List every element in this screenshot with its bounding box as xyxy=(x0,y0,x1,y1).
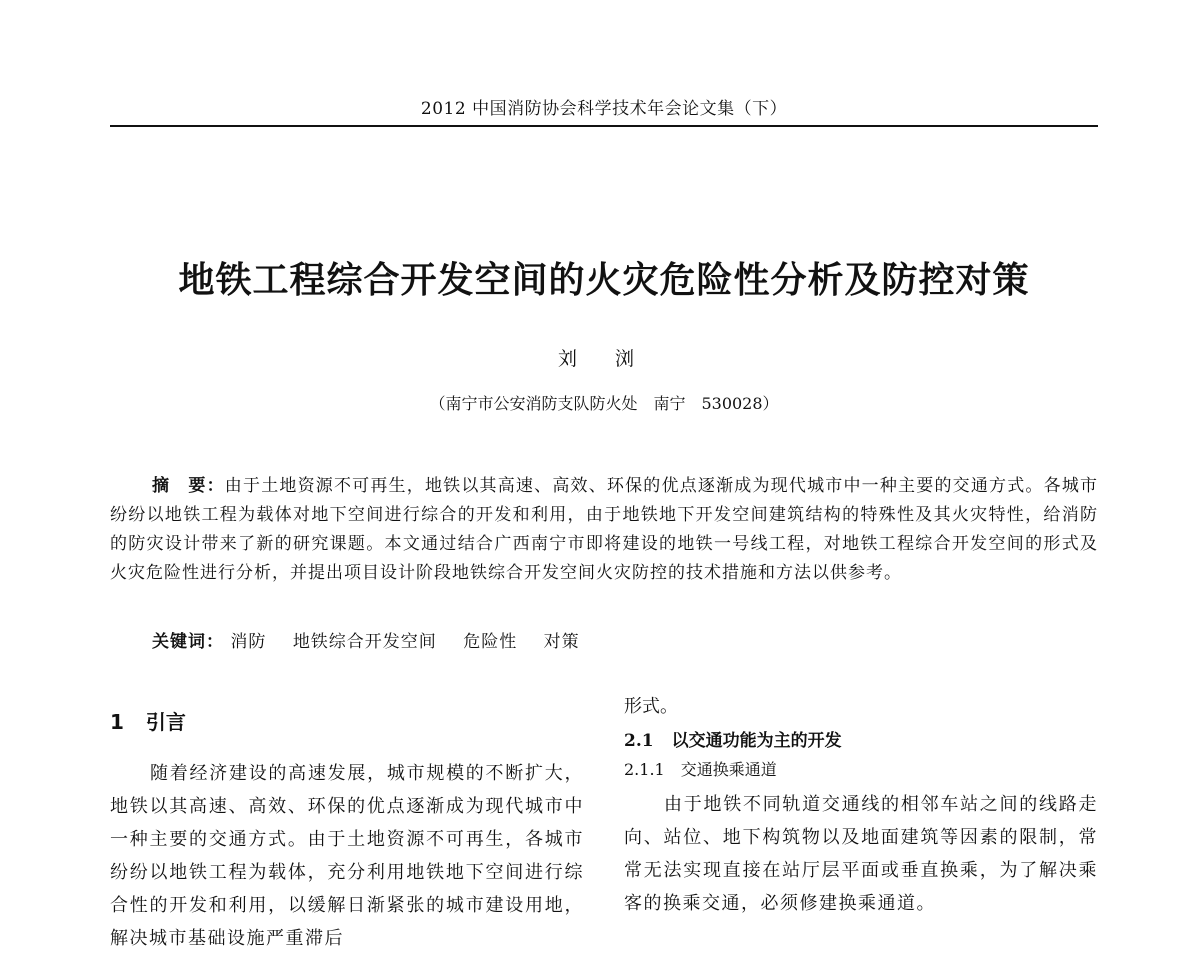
section-heading-introduction xyxy=(110,706,584,735)
section-title: 引言 xyxy=(145,710,186,734)
subsection-title: 以交通功能为主的开发 xyxy=(671,731,842,751)
abstract-text: 由于土地资源不可再生，地铁以其高速、高效、环保的优点逐渐成为现代城市中一种主要的交通方式。各城市纷纷以地铁工程为载体对地下空间进行综合的开发和利用，由于地铁地下开发空间建筑结构的特殊性及其火灾特性，给消防的防灾设计带来了新的研究课题。本文通过结合广西南宁市即将建设的地铁一号线工程，对地铁工程综合开发空间的形式及火灾危险性进行分析，并提出项目设计阶段地铁综合开发空间火灾防控的技术措施和方法以供参考。 xyxy=(110,476,1099,583)
header-rule xyxy=(110,125,1098,127)
right-column xyxy=(624,692,1098,920)
abstract-label: 摘 要： xyxy=(152,476,225,496)
keywords xyxy=(152,627,600,652)
subsubsection-title: 交通换乘通道 xyxy=(680,760,777,779)
keyword-item: 危险性 xyxy=(463,632,518,652)
keyword-item: 对策 xyxy=(543,632,580,652)
section-number: 1 xyxy=(110,710,124,734)
transfer-passage-paragraph: 由于地铁不同轨道交通线的相邻车站之间的线路走向、站位、地下构筑物以及地面建筑等因素的限制，常常无法实现直接在站厅层平面或垂直换乘，为了解决乘客的换乘交通，必须修建换乘通道。 xyxy=(624,794,1098,914)
subsubsection-heading xyxy=(624,757,1098,780)
abstract xyxy=(110,472,1098,588)
subsubsection-number: 2.1.1 xyxy=(624,760,665,779)
subsection-heading xyxy=(624,726,1098,751)
keywords-label: 关键词： xyxy=(152,632,224,652)
left-column xyxy=(110,706,584,955)
paper-title: 地铁工程综合开发空间的火灾危险性分析及防控对策 xyxy=(178,259,1030,301)
keyword-item: 消防 xyxy=(230,632,267,652)
continuation-text: 形式。 xyxy=(624,696,678,717)
subsection-number: 2.1 xyxy=(624,731,654,751)
keyword-item: 地铁综合开发空间 xyxy=(292,632,437,652)
author-name: 刘 浏 xyxy=(557,348,651,370)
author-affiliation: （南宁市公安消防支队防火处 南宁 530028） xyxy=(429,394,779,413)
running-head: 2012 中国消防协会科学技术年会论文集（下） xyxy=(420,99,788,119)
introduction-paragraph: 随着经济建设的高速发展，城市规模的不断扩大，地铁以其高速、高效、环保的优点逐渐成为现代城市中一种主要的交通方式。由于土地资源不可再生，各城市纷纷以地铁工程为载体，充分利用地铁地下空间进行综合性的开发和利用，以缓解日渐紧张的城市建设用地，解决城市基础设施严重滞后 xyxy=(110,763,584,949)
